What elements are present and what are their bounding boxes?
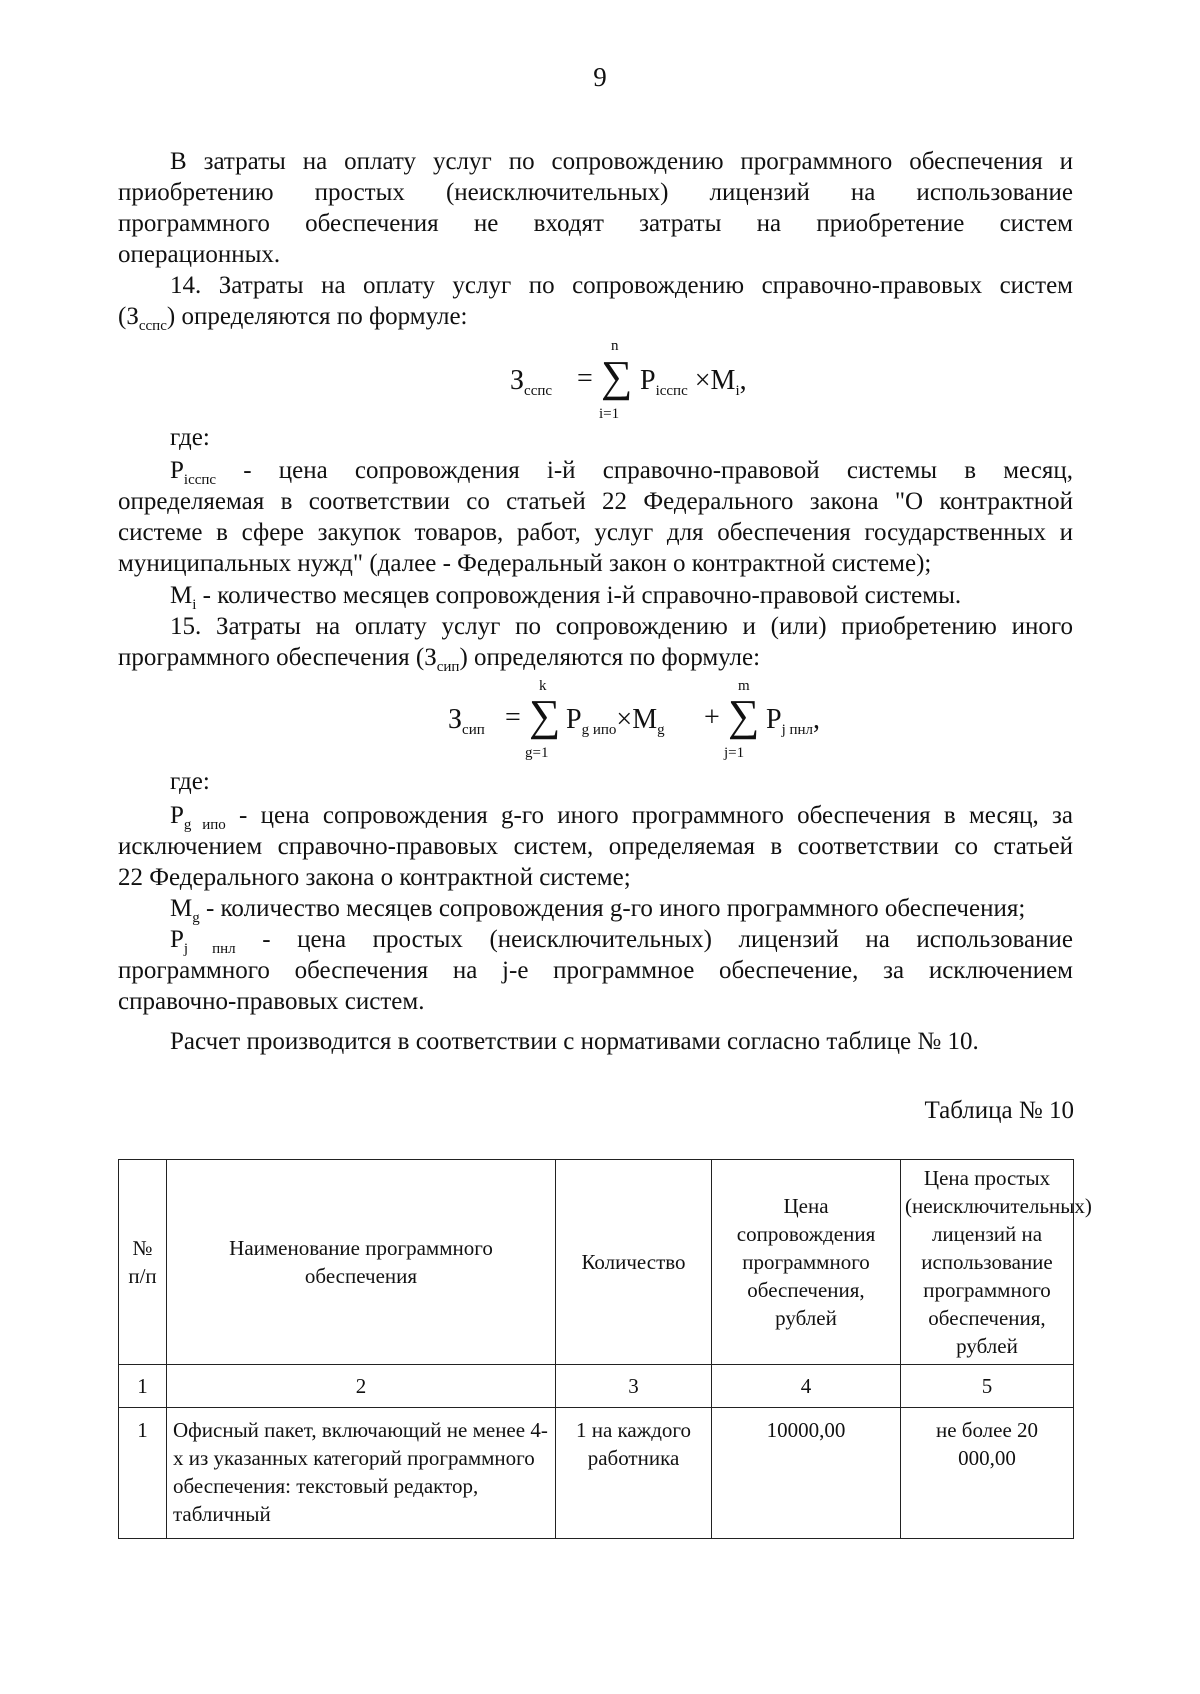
column-number-cell: 2 — [167, 1365, 556, 1408]
text-fragment: - цена простых (неисключительных) лицензий на использование — [235, 926, 1073, 953]
text-line — [118, 580, 1073, 611]
quantity-cell: 1 на каждого работника — [556, 1408, 712, 1539]
symbol: M — [710, 365, 736, 396]
text-line: системе в сфере закупок товаров, работ, услуг для обеспечения государственных и — [118, 519, 1073, 546]
text-line: исключением справочно-правовых систем, определяемая в соответствии со статьей — [118, 833, 1073, 860]
symbol: M — [170, 582, 193, 609]
subscript: сип — [462, 722, 485, 738]
text-line: 22 Федерального закона о контрактной системе; — [118, 864, 631, 891]
formula-term — [766, 704, 820, 736]
punctuation: , — [813, 704, 821, 735]
definition-p-jpnl — [118, 924, 1073, 1017]
text-line — [118, 893, 1073, 924]
subscript: i — [735, 383, 740, 399]
subscript: j пнл — [781, 722, 814, 738]
text-fragment: программного обеспечения (З — [118, 644, 437, 671]
sum-sigma: ∑ — [529, 691, 561, 740]
symbol: З — [510, 365, 525, 396]
text-line: программного обеспечения на j-е программное обеспечение, за исключением — [118, 957, 1073, 984]
symbol: M — [632, 704, 658, 735]
text-line: муниципальных нужд" (далее - Федеральный закон о контрактной системе); — [118, 550, 932, 577]
subscript: сспс — [524, 383, 553, 399]
times-sign: × — [694, 365, 711, 396]
row-number-cell: 1 — [119, 1408, 167, 1539]
sum-lower-limit: g=1 — [525, 745, 549, 761]
norms-table — [118, 1159, 1092, 1539]
calculation-note — [118, 1026, 1073, 1057]
table-column-number-row — [119, 1365, 1074, 1408]
subscript: g — [192, 910, 200, 926]
definition-p-gipo — [118, 800, 1073, 893]
text-line — [118, 642, 1073, 673]
text-fragment: ) определяются по формуле: — [166, 303, 468, 330]
symbol: P — [170, 457, 184, 484]
subscript: iсспс — [655, 383, 688, 399]
symbol: P — [566, 704, 582, 735]
where-label: где: — [170, 768, 210, 795]
text-fragment: - цена сопровождения g-го иного программного обеспечения в месяц, за — [225, 802, 1073, 829]
symbol-z: (З — [118, 303, 139, 330]
column-number-cell: 4 — [712, 1365, 901, 1408]
text-line: приобретению простых (неисключительных) лицензий на использование — [118, 179, 1073, 206]
text-fragment: - количество месяцев сопровождения i-й справочно-правовой системы. — [196, 582, 962, 609]
software-name-cell: Офисный пакет, включающий не менее 4-х из указанных категорий программного обеспечения: текстовый редактор, табличный — [167, 1408, 556, 1539]
symbol: P — [170, 802, 184, 829]
license-price-cell: не более 20 000,00 — [901, 1408, 1074, 1539]
header-cell-number: № п/п — [119, 1160, 167, 1365]
table-header-row — [119, 1160, 1074, 1365]
column-number-cell: 1 — [119, 1365, 167, 1408]
text-line: 14. Затраты на оплату услуг по сопровождению справочно-правовых систем — [170, 272, 1073, 299]
formula-lhs — [448, 704, 485, 736]
formula-lhs — [510, 365, 552, 397]
text-fragment: - цена сопровождения i-й справочно-правовой системы в месяц, — [216, 457, 1073, 484]
equals-sign: = — [577, 363, 593, 394]
text-line: Расчет производится в соответствии с нормативами согласно таблице № 10. — [170, 1028, 979, 1055]
subscript: g ипо — [183, 817, 226, 833]
formula-sspc — [510, 338, 770, 435]
header-cell-license-price: Цена простых (неисключительных) лицензий на использование программного обеспечения, рублей — [901, 1160, 1074, 1365]
definition-mi — [118, 580, 1073, 611]
paragraph-15 — [118, 611, 1073, 673]
text-line: программного обеспечения не входят затраты на приобретение систем — [118, 210, 1073, 237]
text-fragment: ) определяются по формуле: — [459, 644, 761, 671]
page-number: 9 — [593, 62, 607, 92]
subscript: i — [192, 597, 197, 613]
definition-mg — [118, 893, 1073, 924]
subscript: сспс — [138, 318, 167, 334]
text-line: справочно-правовых систем. — [118, 988, 425, 1015]
column-number-cell: 5 — [901, 1365, 1074, 1408]
text-line — [118, 455, 1073, 486]
symbol: P — [170, 926, 184, 953]
sum-upper-limit: m — [738, 678, 750, 694]
subscript: j пнл — [183, 941, 236, 957]
where-label: где: — [170, 424, 210, 451]
symbol: P — [766, 704, 782, 735]
paragraph-exclusions — [118, 146, 1073, 270]
formula-term — [640, 365, 747, 397]
formula-term — [566, 704, 665, 736]
punctuation: , — [739, 365, 747, 396]
header-cell-software-name: Наименование программного обеспечения — [167, 1160, 556, 1365]
subscript: g ипо — [581, 722, 617, 738]
sum-lower-limit: i=1 — [599, 406, 620, 422]
sum-upper-limit: k — [539, 678, 547, 694]
text-line — [118, 301, 1073, 332]
subscript: g — [657, 722, 665, 738]
sum-sigma: ∑ — [601, 352, 633, 401]
formula-sip — [448, 678, 828, 774]
header-cell-quantity: Количество — [556, 1160, 712, 1365]
sum-sigma: ∑ — [728, 691, 760, 740]
plus-sign: + — [704, 702, 720, 733]
column-number-cell: 3 — [556, 1365, 712, 1408]
sum-upper-limit: n — [611, 338, 619, 354]
table-row — [119, 1408, 1074, 1539]
support-price-cell: 10000,00 — [712, 1408, 901, 1539]
text-line: определяемая в соответствии со статьей 22 Федерального закона "О контрактной — [118, 488, 1073, 515]
equals-sign: = — [505, 702, 521, 733]
symbol: M — [170, 895, 193, 922]
times-sign: × — [616, 704, 633, 735]
text-line: операционных. — [118, 241, 281, 268]
subscript: iсспс — [183, 472, 217, 488]
paragraph-14 — [118, 270, 1073, 332]
text-line — [118, 800, 1073, 831]
definition-p-isspc — [118, 455, 1073, 579]
text-fragment: - количество месяцев сопровождения g-го иного программного обеспечения; — [199, 895, 1026, 922]
sum-lower-limit: j=1 — [724, 745, 745, 761]
header-cell-support-price: Цена сопровождения программного обеспечения, рублей — [712, 1160, 901, 1365]
symbol: P — [640, 365, 656, 396]
subscript: сип — [436, 659, 460, 675]
symbol: З — [448, 704, 463, 735]
table-caption: Таблица № 10 — [924, 1097, 1074, 1124]
text-line: 15. Затраты на оплату услуг по сопровождению и (или) приобретению иного — [170, 613, 1073, 640]
text-line — [118, 924, 1073, 955]
text-line: В затраты на оплату услуг по сопровождению программного обеспечения и — [170, 148, 1073, 175]
